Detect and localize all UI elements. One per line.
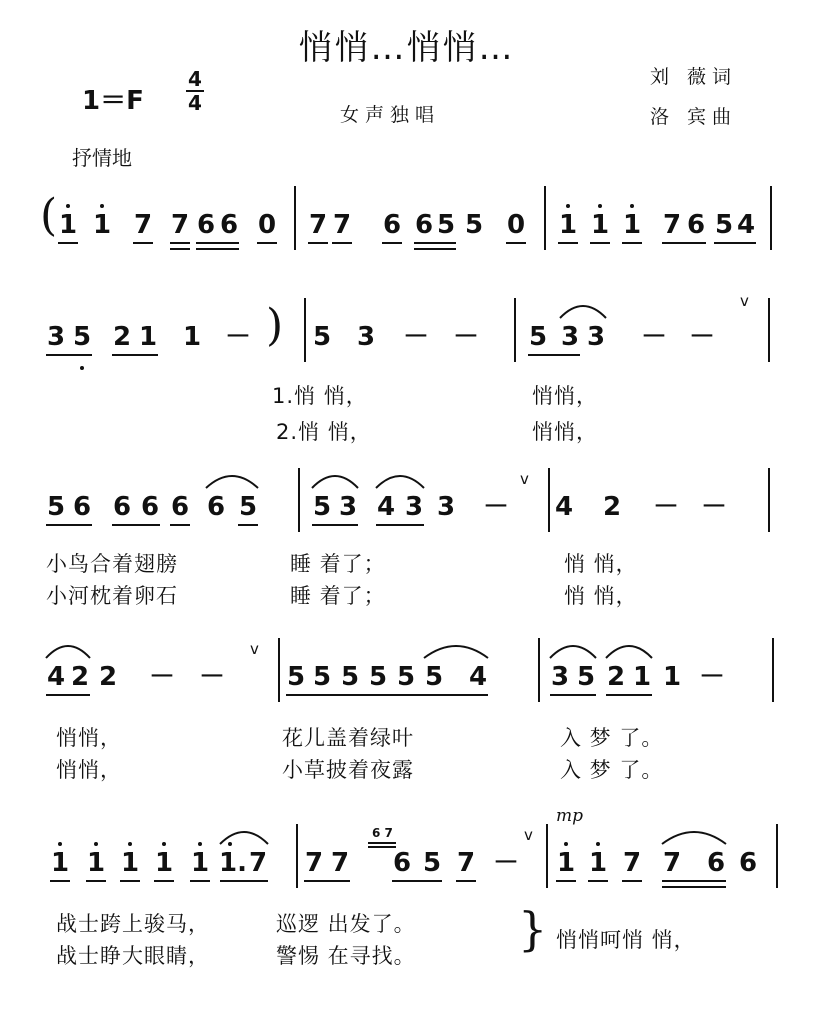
beam-underline: [286, 694, 488, 696]
duration-underline: [308, 242, 328, 244]
composer-credit: 洛 宾曲: [650, 106, 738, 128]
dynamic-marking: mp: [556, 806, 584, 826]
note: 3: [46, 322, 66, 352]
beam-underline: [606, 694, 652, 696]
octave-dot-high: [630, 204, 634, 208]
beam-underline: [528, 354, 580, 356]
note: 6: [206, 492, 226, 522]
meter-top: 4: [188, 67, 202, 91]
note: 6: [72, 492, 92, 522]
lyric-line: 悄悄，: [532, 420, 598, 444]
barline: [278, 638, 280, 702]
note: 5: [286, 662, 306, 692]
lyric-line: 巡逻 出发了。: [276, 912, 416, 936]
note: 1: [588, 848, 608, 878]
note: 6: [392, 848, 412, 878]
note: 5: [312, 322, 332, 352]
beam-underline: [312, 524, 358, 526]
beam-underline: [376, 524, 424, 526]
lyric-line: 悄悄，: [532, 384, 598, 408]
note: 1: [92, 210, 112, 240]
duration-underline: [588, 880, 608, 882]
duration-underline: [133, 242, 153, 244]
note: －: [453, 322, 480, 352]
note: 1: [120, 848, 140, 878]
octave-dot-high: [566, 204, 570, 208]
octave-dot-high: [228, 842, 232, 846]
beam-underline: [112, 354, 158, 356]
performance-type: 女声独唱: [340, 104, 441, 126]
note: 3: [550, 662, 570, 692]
barline: [298, 468, 300, 532]
lyric-line: 悄悄，: [56, 726, 122, 750]
lyric-line: 入 梦 了。: [560, 758, 664, 782]
duration-underline: [382, 242, 402, 244]
note: 5: [576, 662, 596, 692]
octave-dot-low: [80, 366, 84, 370]
note: 6: [140, 492, 160, 522]
note: 6: [382, 210, 402, 240]
note: 1: [556, 848, 576, 878]
barline: [776, 824, 778, 888]
note: 5: [464, 210, 484, 240]
beam-underline: [112, 524, 160, 526]
lyric-line: 小草披着夜露: [282, 758, 414, 782]
octave-dot-high: [94, 842, 98, 846]
lyric-line: 警惕 在寻找。: [276, 944, 416, 968]
octave-dot-high: [564, 842, 568, 846]
note: 2: [70, 662, 90, 692]
barline: [538, 638, 540, 702]
note: 0: [506, 210, 526, 240]
note: 5: [368, 662, 388, 692]
note: 7: [308, 210, 328, 240]
barline: [768, 298, 770, 362]
note: 5: [436, 210, 456, 240]
note: 6: [414, 210, 434, 240]
octave-dot-high: [128, 842, 132, 846]
duration-underline: [622, 880, 642, 882]
lyric-line: 睡 着了；: [290, 584, 386, 608]
open-parenthesis: (: [40, 190, 58, 241]
note: 1: [50, 848, 70, 878]
barline: [548, 468, 550, 532]
note: 5: [424, 662, 444, 692]
note: －: [225, 322, 252, 352]
grace-underline: [368, 846, 396, 848]
note: －: [483, 492, 510, 522]
slur-arc: [46, 646, 90, 658]
note: 1: [138, 322, 158, 352]
barline: [304, 298, 306, 362]
note: 6: [170, 492, 190, 522]
note: 3: [338, 492, 358, 522]
note: 1: [86, 848, 106, 878]
note: 7: [304, 848, 324, 878]
note: －: [701, 492, 728, 522]
breath-mark: v: [740, 292, 749, 310]
beam-underline: [392, 880, 442, 882]
duration-underline: [170, 242, 190, 244]
note: 7: [248, 848, 268, 878]
beam-underline: [550, 694, 596, 696]
key-signature: 1＝F: [82, 86, 144, 116]
beam-underline: [46, 524, 92, 526]
note: －: [641, 322, 668, 352]
beam-underline: [46, 694, 90, 696]
duration-underline: [558, 242, 578, 244]
note: 4: [554, 492, 574, 522]
note: 7: [330, 848, 350, 878]
octave-dot-high: [66, 204, 70, 208]
lyric-brace: }: [518, 902, 548, 956]
note: －: [403, 322, 430, 352]
note: 3: [356, 322, 376, 352]
note: 7: [332, 210, 352, 240]
beam-underline: [662, 886, 726, 888]
lyric-line: 睡 着了；: [290, 552, 386, 576]
octave-dot-high: [598, 204, 602, 208]
note: 3: [560, 322, 580, 352]
note: 5: [422, 848, 442, 878]
slur-arc: [206, 476, 258, 488]
beam-underline: [196, 248, 239, 250]
note: －: [493, 848, 520, 878]
lyric-line: 小鸟合着翅膀: [46, 552, 178, 576]
breath-mark: v: [250, 640, 259, 658]
duration-underline: [86, 880, 106, 882]
note: 7: [456, 848, 476, 878]
note: 3: [586, 322, 606, 352]
song-title: 悄悄…悄悄…: [298, 28, 515, 68]
meter-bottom: 4: [188, 91, 202, 115]
note: 7: [170, 210, 190, 240]
slur-arc: [662, 832, 726, 844]
beam-underline: [170, 524, 190, 526]
note: 1: [558, 210, 578, 240]
barline: [544, 186, 546, 250]
note: 2: [98, 662, 118, 692]
duration-underline: [590, 242, 610, 244]
slur-arc: [550, 646, 596, 658]
duration-underline: [332, 242, 352, 244]
note: 5: [72, 322, 92, 352]
lyric-line: 战士跨上骏马，: [56, 912, 210, 936]
duration-underline: [506, 242, 526, 244]
lyric-line: 悄 悄，: [564, 584, 638, 608]
note: 5: [238, 492, 258, 522]
octave-dot-high: [58, 842, 62, 846]
lyric-line: 入 梦 了。: [560, 726, 664, 750]
note: 2: [112, 322, 132, 352]
note: 1.: [219, 848, 247, 878]
grace-underline: [368, 842, 396, 844]
slur-arc: [560, 306, 606, 318]
note: 6: [706, 848, 726, 878]
beam-underline: [238, 524, 258, 526]
duration-underline: [154, 880, 174, 882]
duration-underline: [170, 248, 190, 250]
lyric-line: 1.悄 悄，: [272, 384, 368, 408]
note: 4: [376, 492, 396, 522]
duration-underline: [257, 242, 277, 244]
lyricist-credit: 刘 薇词: [650, 66, 738, 88]
note: 5: [528, 322, 548, 352]
note: 7: [622, 848, 642, 878]
note: －: [689, 322, 716, 352]
note: 0: [257, 210, 277, 240]
lyric-line: 悄悄，: [56, 758, 122, 782]
note: 1: [58, 210, 78, 240]
note: 1: [190, 848, 210, 878]
note: 5: [396, 662, 416, 692]
note: 4: [46, 662, 66, 692]
beam-underline: [414, 242, 456, 244]
slur-arc: [312, 476, 358, 488]
octave-dot-high: [596, 842, 600, 846]
note: 7: [662, 848, 682, 878]
note: 4: [468, 662, 488, 692]
duration-underline: [120, 880, 140, 882]
note: 6: [196, 210, 216, 240]
lyric-line: 花儿盖着绿叶: [282, 726, 414, 750]
barline: [770, 186, 772, 250]
note: －: [199, 662, 226, 692]
barline: [296, 824, 298, 888]
barline: [546, 824, 548, 888]
lyric-line: 小河枕着卵石: [46, 584, 178, 608]
note: 5: [340, 662, 360, 692]
barline: [514, 298, 516, 362]
slur-arc: [424, 646, 488, 658]
note: 6: [112, 492, 132, 522]
grace-notes: 6 7: [372, 826, 393, 840]
breath-mark: v: [524, 826, 533, 844]
note: 5: [312, 662, 332, 692]
note: 7: [662, 210, 682, 240]
note: 6: [738, 848, 758, 878]
beam-underline: [414, 248, 456, 250]
note: 3: [404, 492, 424, 522]
note: －: [699, 662, 726, 692]
duration-underline: [622, 242, 642, 244]
note: －: [149, 662, 176, 692]
note: 1: [632, 662, 652, 692]
lyric-line: 悄悄呵悄 悄，: [556, 928, 696, 952]
duration-underline: [50, 880, 70, 882]
beam-underline: [304, 880, 350, 882]
note: －: [653, 492, 680, 522]
note: 1: [154, 848, 174, 878]
duration-underline: [556, 880, 576, 882]
breath-mark: v: [520, 470, 529, 488]
beam-underline: [662, 880, 726, 882]
note: 4: [736, 210, 756, 240]
barline: [294, 186, 296, 250]
note: 1: [182, 322, 202, 352]
barline: [768, 468, 770, 532]
note: 1: [662, 662, 682, 692]
beam-underline: [714, 242, 756, 244]
note: 1: [590, 210, 610, 240]
note: 6: [686, 210, 706, 240]
beam-underline: [220, 880, 268, 882]
beam-underline: [662, 242, 706, 244]
slur-arc: [376, 476, 424, 488]
tempo-marking: 抒情地: [72, 146, 132, 170]
close-parenthesis: ): [266, 300, 284, 351]
octave-dot-high: [162, 842, 166, 846]
note: 2: [606, 662, 626, 692]
barline: [772, 638, 774, 702]
duration-underline: [58, 242, 78, 244]
note: 7: [133, 210, 153, 240]
octave-dot-high: [100, 204, 104, 208]
beam-underline: [196, 242, 239, 244]
note: 5: [46, 492, 66, 522]
note: 5: [312, 492, 332, 522]
note: 3: [436, 492, 456, 522]
lyric-line: 2.悄 悄，: [276, 420, 372, 444]
slur-arc: [606, 646, 652, 658]
note: 5: [714, 210, 734, 240]
lyric-line: 悄 悄，: [564, 552, 638, 576]
lyric-line: 战士睁大眼睛，: [56, 944, 210, 968]
note: 2: [602, 492, 622, 522]
duration-underline: [190, 880, 210, 882]
octave-dot-high: [198, 842, 202, 846]
note: 6: [219, 210, 239, 240]
beam-underline: [46, 354, 92, 356]
duration-underline: [456, 880, 476, 882]
note: 1: [622, 210, 642, 240]
